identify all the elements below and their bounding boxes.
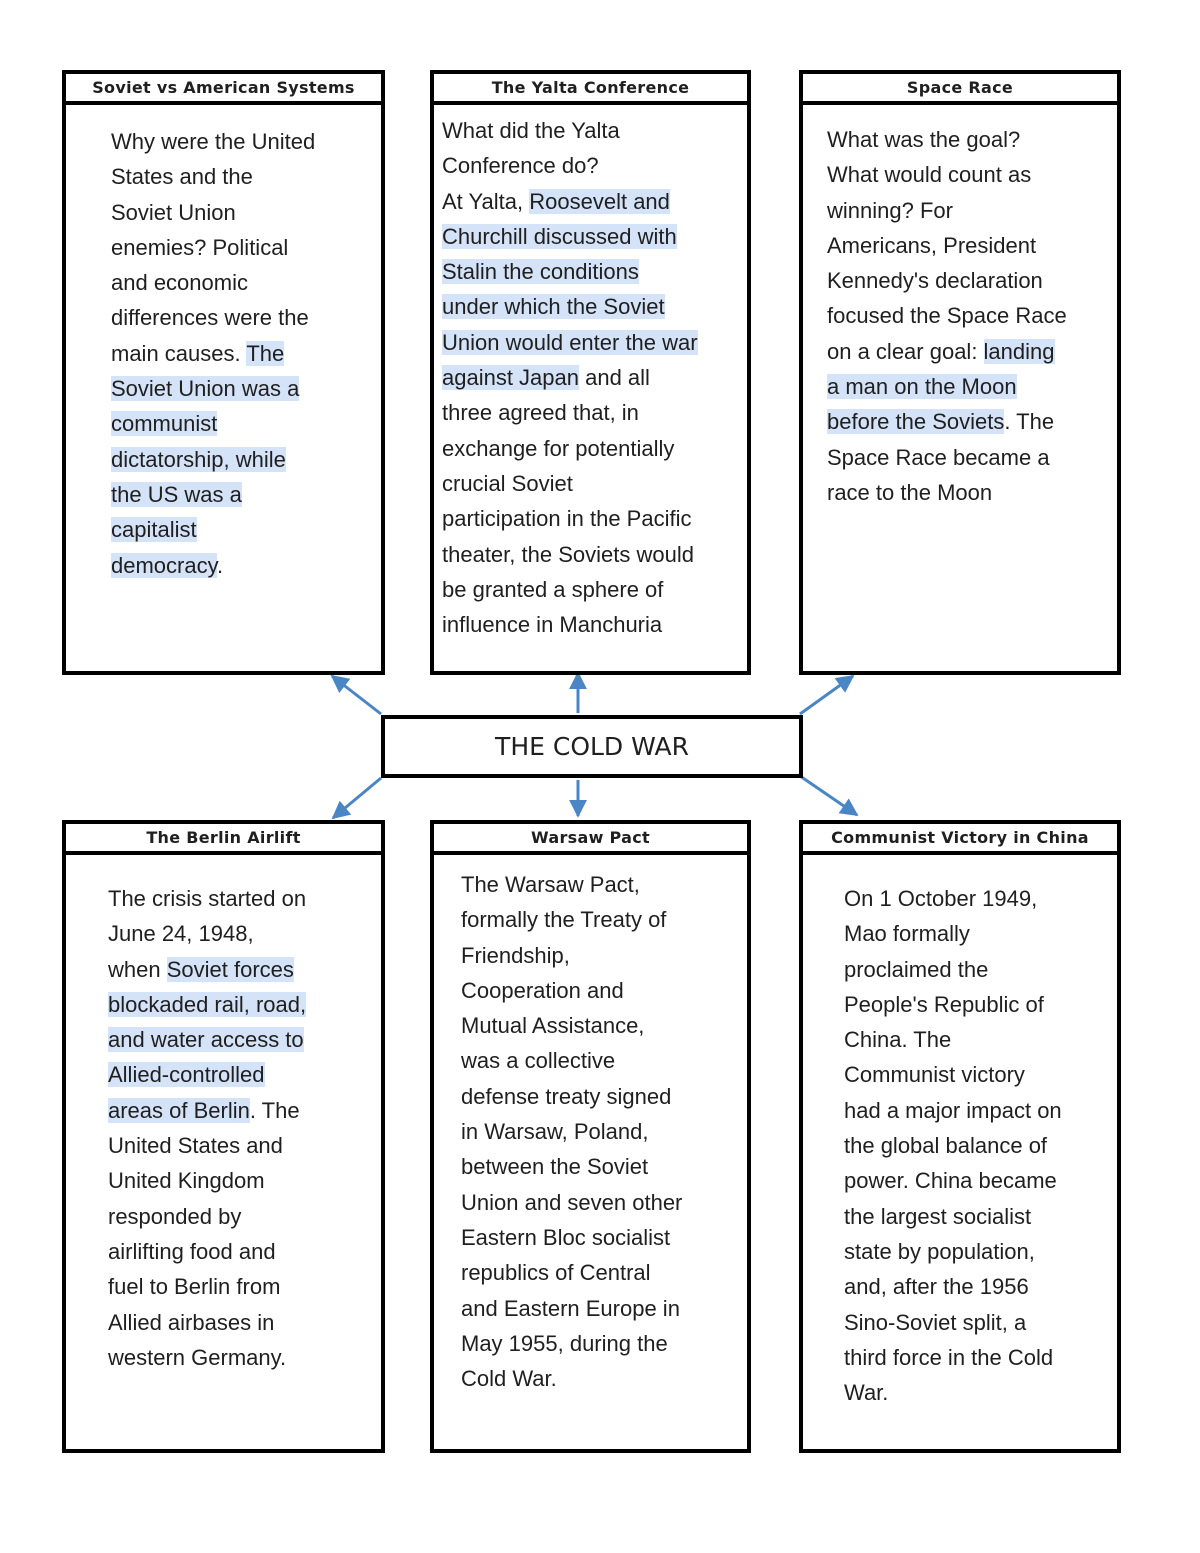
highlighted-text: dictatorship, while xyxy=(111,446,286,472)
text-line xyxy=(442,325,698,360)
text-segment: The Warsaw Pact, xyxy=(461,872,640,897)
text-line xyxy=(108,881,306,916)
text-line xyxy=(108,916,306,951)
text-line xyxy=(108,1305,306,1340)
text-segment: At Yalta, xyxy=(442,188,530,214)
text-segment: . The xyxy=(249,1097,300,1123)
text-segment: be granted a sphere of xyxy=(442,576,664,602)
box-soviet-vs-american xyxy=(62,70,385,675)
highlighted-text: Allied-controlled xyxy=(108,1062,265,1088)
text-segment: proclaimed the xyxy=(844,956,989,982)
text-segment: when xyxy=(108,956,167,982)
highlighted-text: under which the Soviet xyxy=(442,294,665,320)
text-segment: state by population, xyxy=(844,1238,1035,1264)
box-warsaw-pact xyxy=(430,820,751,1453)
text-line xyxy=(442,431,698,466)
box-title-warsaw-pact: Warsaw Pact xyxy=(434,824,747,855)
text-segment: western Germany. xyxy=(108,1344,287,1370)
text-line xyxy=(442,360,698,395)
text-line xyxy=(461,1149,682,1184)
text-line xyxy=(844,1305,1062,1340)
text-line xyxy=(461,902,682,937)
text-segment: . xyxy=(216,552,224,578)
box-text-yalta xyxy=(442,113,698,642)
text-line xyxy=(844,1269,1062,1304)
text-segment: Space Race became a xyxy=(827,444,1050,470)
text-segment: defense treaty signed xyxy=(461,1083,672,1109)
text-line xyxy=(442,395,698,430)
text-line xyxy=(111,265,315,300)
text-line xyxy=(461,1291,682,1326)
text-line xyxy=(844,1234,1062,1269)
text-line xyxy=(111,300,315,335)
text-segment: United Kingdom xyxy=(108,1168,265,1194)
text-segment: enemies? Political xyxy=(111,234,289,260)
box-title-soviet-vs-american: Soviet vs American Systems xyxy=(66,74,381,105)
text-line xyxy=(111,336,315,371)
text-line xyxy=(111,124,315,159)
arrow-to-soviet-vs-american xyxy=(332,676,381,714)
text-segment: race to the Moon xyxy=(827,479,993,505)
highlighted-text: the US was a xyxy=(111,481,242,507)
arrow-to-berlin-airlift xyxy=(333,778,381,818)
text-segment: Why were the United xyxy=(111,129,316,154)
text-segment: What was the goal? xyxy=(827,127,1021,152)
text-segment: and economic xyxy=(111,270,248,296)
text-line xyxy=(461,938,682,973)
text-segment: Union and seven other xyxy=(461,1189,683,1215)
text-segment: power. China became xyxy=(844,1168,1057,1194)
text-segment: third force in the Cold xyxy=(844,1344,1054,1370)
text-line xyxy=(108,1269,306,1304)
text-segment: influence in Manchuria xyxy=(442,612,663,638)
text-segment: exchange for potentially xyxy=(442,435,675,461)
text-line xyxy=(461,1079,682,1114)
text-segment: airlifting food and xyxy=(108,1238,276,1264)
text-line xyxy=(844,987,1062,1022)
text-line xyxy=(844,916,1062,951)
box-space-race xyxy=(799,70,1121,675)
text-segment: in Warsaw, Poland, xyxy=(461,1119,649,1145)
text-line xyxy=(844,1199,1062,1234)
text-segment: The crisis started on xyxy=(108,886,307,911)
text-line xyxy=(844,1163,1062,1198)
box-china xyxy=(799,820,1121,1453)
text-line xyxy=(442,572,698,607)
box-text-soviet-vs-american xyxy=(111,124,315,583)
text-line xyxy=(461,1008,682,1043)
text-line xyxy=(827,475,1067,510)
highlighted-text: Roosevelt and xyxy=(529,188,670,214)
arrow-to-space-race xyxy=(800,676,853,714)
text-line xyxy=(461,1255,682,1290)
central-topic-title: THE COLD WAR xyxy=(495,732,689,761)
text-segment: main causes. xyxy=(111,340,247,366)
text-segment: May 1955, during the xyxy=(461,1330,668,1356)
highlighted-text: communist xyxy=(111,411,218,437)
text-segment: Mutual Assistance, xyxy=(461,1013,645,1039)
text-line xyxy=(111,442,315,477)
text-segment: differences were the xyxy=(111,305,309,331)
text-line xyxy=(827,122,1067,157)
text-segment: and Eastern Europe in xyxy=(461,1295,680,1321)
text-line xyxy=(442,501,698,536)
text-line xyxy=(827,369,1067,404)
text-line xyxy=(827,193,1067,228)
text-line xyxy=(844,1022,1062,1057)
text-line xyxy=(442,148,698,183)
text-line xyxy=(108,1093,306,1128)
text-line xyxy=(844,1340,1062,1375)
highlighted-text: against Japan xyxy=(442,365,579,391)
arrow-to-china xyxy=(800,776,857,815)
box-title-yalta: The Yalta Conference xyxy=(434,74,747,105)
text-segment: Communist victory xyxy=(844,1062,1025,1088)
text-segment: had a major impact on xyxy=(844,1097,1062,1123)
highlighted-text: areas of Berlin xyxy=(108,1097,250,1123)
text-segment: China. The xyxy=(844,1027,952,1053)
box-text-warsaw-pact xyxy=(461,867,682,1396)
text-line xyxy=(108,1340,306,1375)
text-segment: People's Republic of xyxy=(844,991,1044,1017)
text-segment: winning? For xyxy=(827,197,953,223)
text-line xyxy=(844,1093,1062,1128)
text-line xyxy=(108,1199,306,1234)
highlighted-text: Stalin the conditions xyxy=(442,259,639,285)
highlighted-text: Soviet Union was a xyxy=(111,376,300,402)
highlighted-text: Churchill discussed with xyxy=(442,223,677,249)
highlighted-text: a man on the Moon xyxy=(827,374,1017,400)
box-berlin-airlift xyxy=(62,820,385,1453)
text-segment: Americans, President xyxy=(827,232,1037,258)
text-line xyxy=(442,537,698,572)
text-line xyxy=(844,1375,1062,1410)
text-line xyxy=(442,466,698,501)
text-segment: . The xyxy=(1004,409,1055,435)
text-segment: Sino-Soviet split, a xyxy=(844,1309,1027,1335)
text-segment: Friendship, xyxy=(461,942,570,968)
highlighted-text: and water access to xyxy=(108,1027,304,1053)
text-line xyxy=(461,1114,682,1149)
text-segment: Kennedy's declaration xyxy=(827,268,1043,294)
text-segment: and all xyxy=(579,365,650,391)
text-line xyxy=(111,230,315,265)
text-segment: On 1 October 1949, xyxy=(844,886,1038,911)
text-line xyxy=(108,952,306,987)
text-segment: the global balance of xyxy=(844,1133,1048,1159)
text-segment: June 24, 1948, xyxy=(108,921,254,947)
text-line xyxy=(442,607,698,642)
text-line xyxy=(442,289,698,324)
text-line xyxy=(111,548,315,583)
text-line xyxy=(827,404,1067,439)
text-line xyxy=(108,987,306,1022)
box-yalta xyxy=(430,70,751,675)
text-segment: Soviet Union xyxy=(111,199,236,225)
text-line xyxy=(111,371,315,406)
text-segment: States and the xyxy=(111,164,253,190)
box-text-space-race xyxy=(827,122,1067,510)
text-line xyxy=(442,113,698,148)
text-line xyxy=(461,867,682,902)
text-line xyxy=(844,952,1062,987)
text-line xyxy=(111,195,315,230)
box-text-china xyxy=(844,881,1062,1410)
text-segment: participation in the Pacific xyxy=(442,506,692,532)
text-segment: War. xyxy=(844,1380,889,1406)
box-title-space-race: Space Race xyxy=(803,74,1117,105)
text-segment: crucial Soviet xyxy=(442,470,573,496)
text-line xyxy=(827,440,1067,475)
text-line xyxy=(108,1128,306,1163)
text-segment: Eastern Bloc socialist xyxy=(461,1224,671,1250)
text-line xyxy=(461,973,682,1008)
text-line xyxy=(461,1185,682,1220)
text-line xyxy=(461,1220,682,1255)
text-segment: United States and xyxy=(108,1133,283,1159)
highlighted-text: Soviet forces xyxy=(166,956,294,982)
text-line xyxy=(844,1128,1062,1163)
box-title-berlin-airlift: The Berlin Airlift xyxy=(66,824,381,855)
text-line xyxy=(442,219,698,254)
text-segment: between the Soviet xyxy=(461,1154,649,1180)
text-segment: on a clear goal: xyxy=(827,338,984,364)
text-line xyxy=(111,159,315,194)
text-segment: Cooperation and xyxy=(461,977,624,1003)
central-topic-box xyxy=(381,715,803,778)
highlighted-text: capitalist xyxy=(111,517,197,543)
text-segment: focused the Space Race xyxy=(827,303,1067,329)
text-segment: republics of Central xyxy=(461,1260,651,1286)
text-line xyxy=(442,254,698,289)
text-segment: Allied airbases in xyxy=(108,1309,275,1335)
text-line xyxy=(108,1057,306,1092)
text-segment: responded by xyxy=(108,1203,242,1229)
text-line xyxy=(442,184,698,219)
text-segment: What did the Yalta xyxy=(442,118,620,143)
box-text-berlin-airlift xyxy=(108,881,306,1375)
highlighted-text: before the Soviets xyxy=(827,409,1005,435)
highlighted-text: blockaded rail, road, xyxy=(108,991,307,1017)
text-segment: Mao formally xyxy=(844,921,970,947)
highlighted-text: democracy xyxy=(111,552,217,578)
text-segment: Conference do? xyxy=(442,153,599,179)
text-line xyxy=(461,1326,682,1361)
text-line xyxy=(827,263,1067,298)
text-line xyxy=(827,298,1067,333)
text-line xyxy=(461,1361,682,1396)
text-line xyxy=(108,1234,306,1269)
highlighted-text: The xyxy=(246,340,285,366)
text-segment: and, after the 1956 xyxy=(844,1274,1029,1300)
text-segment: fuel to Berlin from xyxy=(108,1274,281,1300)
text-line xyxy=(111,406,315,441)
text-line xyxy=(827,228,1067,263)
text-segment: Cold War. xyxy=(461,1366,557,1392)
highlighted-text: Union would enter the war xyxy=(442,329,698,355)
text-segment: formally the Treaty of xyxy=(461,907,667,933)
text-line xyxy=(111,477,315,512)
text-segment: theater, the Soviets would xyxy=(442,541,694,567)
text-line xyxy=(111,512,315,547)
text-line xyxy=(108,1022,306,1057)
text-line xyxy=(108,1163,306,1198)
text-line xyxy=(844,1057,1062,1092)
text-line xyxy=(461,1043,682,1078)
box-title-china: Communist Victory in China xyxy=(803,824,1117,855)
text-segment: was a collective xyxy=(461,1048,616,1074)
text-line xyxy=(827,334,1067,369)
text-segment: the largest socialist xyxy=(844,1203,1032,1229)
text-segment: three agreed that, in xyxy=(442,400,639,426)
highlighted-text: landing xyxy=(983,338,1055,364)
text-line xyxy=(844,881,1062,916)
text-segment: What would count as xyxy=(827,162,1032,188)
text-line xyxy=(827,157,1067,192)
